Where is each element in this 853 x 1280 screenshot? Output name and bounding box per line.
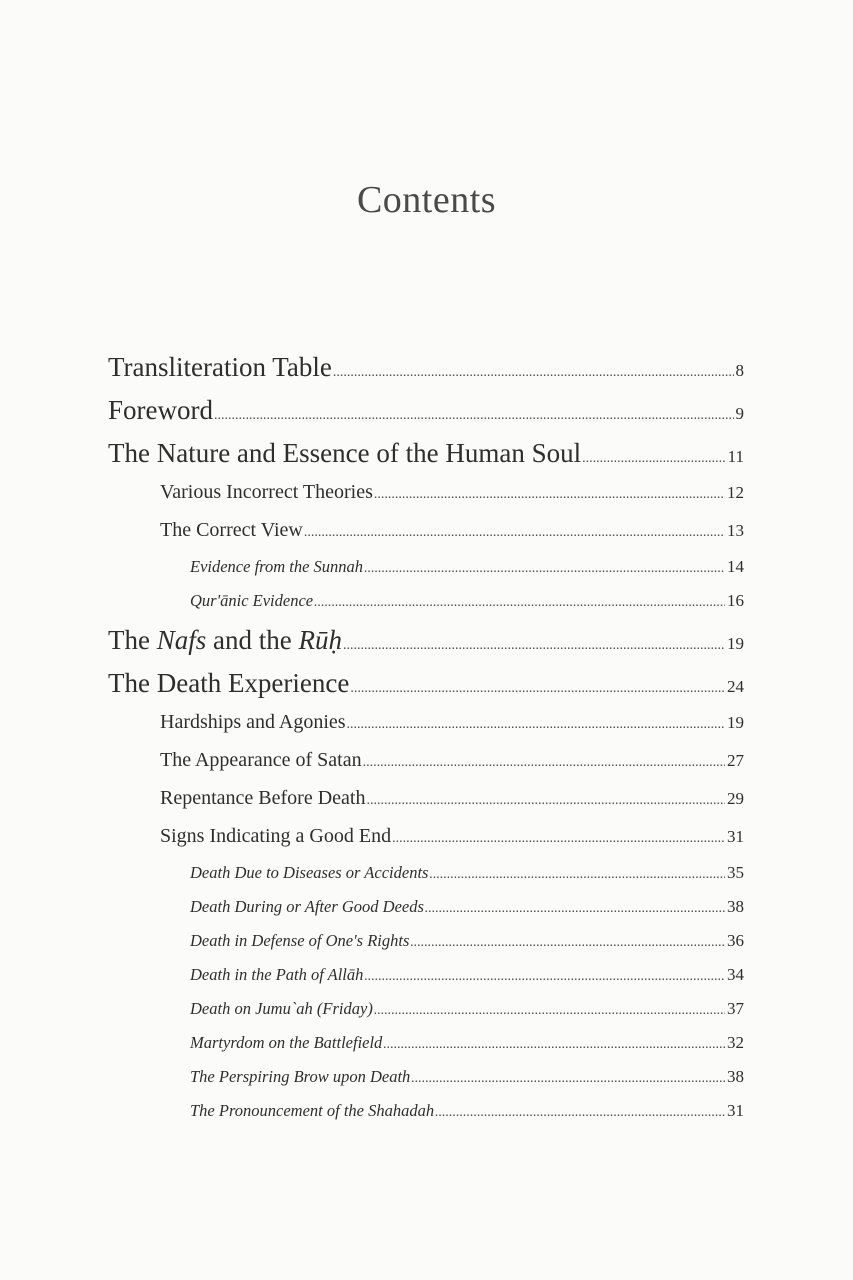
dot-leader (392, 825, 725, 848)
toc-page-number: 16 (727, 591, 744, 610)
toc-entry-title (108, 668, 349, 699)
toc-entry-title (160, 519, 303, 542)
toc-page-number: 8 (735, 361, 744, 380)
toc-title-part: The Death Experience (108, 668, 350, 698)
toc-entry[interactable] (108, 481, 744, 519)
toc-page-number: 14 (727, 557, 744, 576)
toc-entry-title (108, 625, 342, 656)
toc-entry-title (160, 711, 346, 734)
toc-page-number: 38 (727, 897, 744, 916)
toc-entry-title (160, 787, 365, 810)
toc-title-part: Nafs (156, 625, 207, 655)
toc-title-part: Transliteration Table (108, 352, 332, 382)
toc-entry-title (190, 931, 409, 951)
toc-title-part: Repentance Before Death (160, 787, 366, 809)
toc-entry[interactable] (108, 557, 744, 591)
toc-page-number: 13 (727, 521, 744, 540)
toc-entry-title (190, 1033, 382, 1053)
toc-entry-title (190, 965, 363, 985)
toc-entry[interactable] (108, 1033, 744, 1067)
toc-entry-title (108, 438, 581, 469)
toc-page-number: 35 (727, 863, 744, 882)
toc-page-number: 19 (727, 634, 744, 653)
toc-page-number: 34 (727, 965, 744, 984)
toc-entry-title (108, 352, 332, 383)
toc-page-number: 37 (727, 999, 744, 1018)
toc-title-part: The Correct View (160, 519, 303, 541)
table-of-contents (108, 352, 744, 1135)
toc-title-part: The Nature and Essence of the Human Soul (108, 438, 582, 468)
toc-title-part: The Perspiring Brow upon Death (190, 1067, 411, 1086)
dot-leader (314, 591, 725, 611)
dot-leader (435, 1101, 725, 1121)
dot-leader (429, 863, 725, 883)
toc-entry[interactable] (108, 519, 744, 557)
toc-entry[interactable] (108, 395, 744, 438)
toc-page-number: 19 (727, 713, 744, 732)
toc-page-number: 36 (727, 931, 744, 950)
toc-title-part: Martyrdom on the Battlefield (190, 1033, 383, 1052)
toc-entry[interactable] (108, 897, 744, 931)
dot-leader (364, 557, 725, 577)
dot-leader (364, 965, 725, 985)
toc-title-part: and the (206, 625, 299, 655)
dot-leader (214, 395, 734, 426)
dot-leader (333, 352, 734, 383)
dot-leader (374, 999, 725, 1019)
toc-entry[interactable] (108, 625, 744, 668)
dot-leader (425, 897, 725, 917)
toc-title-part: Hardships and Agonies (160, 711, 346, 733)
dot-leader (350, 668, 725, 699)
toc-entry-title (190, 1101, 434, 1121)
toc-entry-title (190, 591, 313, 611)
page-title: Contents (356, 179, 497, 221)
toc-entry[interactable] (108, 999, 744, 1033)
toc-page-number: 12 (727, 483, 744, 502)
toc-entry[interactable] (108, 711, 744, 749)
toc-title-part: The Appearance of Satan (160, 749, 362, 771)
dot-leader (374, 481, 725, 504)
dot-leader (411, 1067, 725, 1087)
toc-entry-title (190, 863, 428, 883)
toc-entry-title (160, 481, 373, 504)
toc-entry[interactable] (108, 1101, 744, 1135)
dot-leader (383, 1033, 725, 1053)
toc-title-part: Various Incorrect Theories (160, 481, 373, 503)
dot-leader (304, 519, 725, 542)
toc-title-part: Death in the Path of Allāh (190, 965, 364, 984)
toc-page-number: 38 (727, 1067, 744, 1086)
toc-entry-title (190, 999, 373, 1019)
toc-title-part: Death Due to Diseases or Accidents (190, 863, 429, 882)
toc-entry[interactable] (108, 438, 744, 481)
dot-leader (410, 931, 725, 951)
toc-entry-title (160, 749, 362, 772)
toc-title-part: The (108, 625, 157, 655)
toc-entry-title (190, 1067, 410, 1087)
toc-entry[interactable] (108, 863, 744, 897)
dot-leader (363, 749, 725, 772)
toc-page-number: 11 (727, 447, 744, 466)
toc-title-part: Signs Indicating a Good End (160, 825, 392, 847)
toc-page-number: 32 (727, 1033, 744, 1052)
toc-title-part: Death in Defense of One's Rights (190, 931, 410, 950)
toc-entry-title (190, 897, 424, 917)
toc-entry[interactable] (108, 931, 744, 965)
toc-page-number: 29 (727, 789, 744, 808)
toc-entry[interactable] (108, 591, 744, 625)
toc-entry[interactable] (108, 787, 744, 825)
toc-entry[interactable] (108, 352, 744, 395)
toc-title-part: Rūḥ (298, 625, 342, 655)
toc-entry[interactable] (108, 668, 744, 711)
dot-leader (347, 711, 725, 734)
toc-page-number: 9 (735, 404, 744, 423)
toc-entry-title (108, 395, 213, 426)
dot-leader (582, 438, 726, 469)
dot-leader (343, 625, 725, 656)
toc-entry[interactable] (108, 825, 744, 863)
toc-title-part: Foreword (108, 395, 213, 425)
toc-title-part: Death During or After Good Deeds (190, 897, 424, 916)
toc-title-part: Evidence from the Sunnah (190, 557, 364, 576)
dot-leader (366, 787, 725, 810)
toc-page-number: 31 (727, 1101, 744, 1120)
toc-page-number: 27 (727, 751, 744, 770)
toc-entry-title (160, 825, 391, 848)
toc-title-part: Qur'ānic Evidence (190, 591, 314, 610)
toc-entry[interactable] (108, 965, 744, 999)
toc-title-part: The Pronouncement of the Shahadah (190, 1101, 435, 1120)
toc-page-number: 31 (727, 827, 744, 846)
toc-entry-title (190, 557, 363, 577)
toc-entry[interactable] (108, 749, 744, 787)
toc-entry[interactable] (108, 1067, 744, 1101)
toc-title-part: Death on Jumu`ah (Friday) (190, 999, 373, 1018)
toc-page-number: 24 (727, 677, 744, 696)
